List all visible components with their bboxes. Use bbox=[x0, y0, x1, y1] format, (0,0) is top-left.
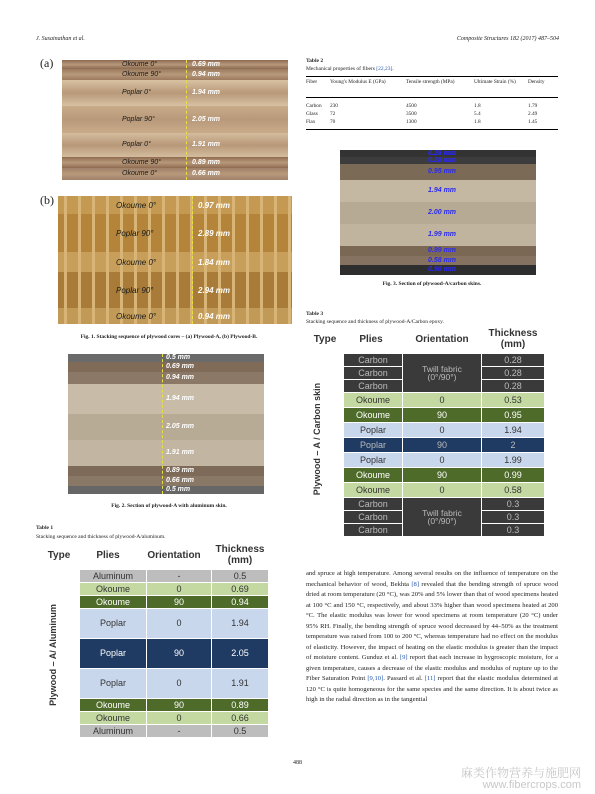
table1-orient-cell: 90 bbox=[147, 639, 211, 668]
thickness-label: 0.89 mm bbox=[192, 158, 221, 166]
thickness-label: 0.5 mm bbox=[166, 486, 191, 493]
ply-name-label: Okoume 0° bbox=[116, 201, 157, 210]
table3-thick-cell: 0.28 bbox=[482, 354, 544, 366]
ply-name-label: Okoume 0° bbox=[116, 258, 157, 267]
table3-header: Type bbox=[313, 334, 337, 345]
table3-stack bbox=[310, 328, 554, 554]
thickness-label: 0.69 mm bbox=[166, 363, 195, 370]
thickness-label: 0.66 mm bbox=[192, 170, 221, 177]
watermark-cn: 麻类作物营养与施肥网 bbox=[460, 766, 581, 780]
table1-orient-cell: - bbox=[147, 570, 211, 582]
ply-name-label: Okoume 0° bbox=[122, 60, 158, 68]
thickness-label: 0.94 mm bbox=[198, 312, 231, 321]
table3-type-label: Plywood – A / Carbon skin bbox=[312, 382, 322, 496]
ply-name-label: Poplar 90° bbox=[122, 115, 155, 123]
table2-cell: 3500 bbox=[406, 111, 417, 117]
table3-header: Plies bbox=[359, 334, 383, 345]
table2-mid-rule bbox=[306, 97, 558, 98]
table2-cell: 72 bbox=[330, 111, 336, 117]
body-paragraph: and spruce at high temperature. Among several results on the influence of temperature on the mechanical behavior of wood, Bekhta [8] revealed that the bending strength of spruce wood dried at room temperature (20 °C), was 20% and 5% lower than that of wood specimens heated at 100 °C and 150 °C, respectively, and about 33% higher than wood specimens heated at 200 °C. The elastic modulus was lower for wood specimens at room temperature (20 °C) under 95% RH. Finally, the bending strength of spruce wood decreased by 44–50% as the treatment temperature was raised from 100 to 200 °C, whereas temperature had no effect on the modulus of elasticity. However, the impact of heating on the elastic modulus is greater than the impact of moisture content. Gunduz et al. [9] report that each increase in hygroscopic moisture, for a given temperature, causes a decrease of the elastic modulus and modulus of rupture up to the Fiber Saturation Point [9,10]. Passard et al. [11] report that the elastic modulus determined at 120 °C is quite homogeneous for the same species and the same direction. It is about twice as high in the radial direction as in the tangential bbox=[306, 570, 558, 703]
thickness-label: 0.89 mm bbox=[166, 467, 195, 474]
table3-ply-cell: Okoume bbox=[344, 468, 402, 482]
ply-name-label: Okoume 90° bbox=[122, 158, 161, 166]
table3-ply-cell: Okoume bbox=[344, 393, 402, 407]
table1-ply-cell: Aluminum bbox=[80, 570, 146, 582]
table3-ply-cell: Poplar bbox=[344, 423, 402, 437]
ply-name-label: Poplar 0° bbox=[122, 89, 151, 96]
table3-orient-cell: 0 bbox=[403, 393, 481, 407]
table3-thick-cell: 0.58 bbox=[482, 483, 544, 497]
ply-name-label: Poplar 90° bbox=[116, 229, 154, 238]
table1-thick-cell: 0.5 bbox=[212, 570, 268, 582]
thickness-label: 2.05 mm bbox=[166, 423, 195, 430]
table2-title: Table 2 bbox=[306, 58, 324, 64]
thickness-label: 0.97 mm bbox=[198, 201, 231, 210]
table1-orient-cell: 90 bbox=[147, 596, 211, 608]
table3-thick-cell: 0.95 bbox=[482, 408, 544, 422]
table3-header: Orientation bbox=[415, 334, 469, 345]
watermark-url: www.fibercrops.com bbox=[482, 779, 581, 791]
thickness-label: 0.90 mm bbox=[428, 266, 457, 273]
ply-layer bbox=[58, 214, 292, 253]
table1-thick-cell: 0.89 bbox=[212, 699, 268, 711]
table2-cell: 1.8 bbox=[474, 103, 481, 109]
thickness-label: 2.00 mm bbox=[428, 209, 457, 216]
table2-cell: 2.49 bbox=[528, 111, 538, 117]
ply-layer bbox=[58, 308, 292, 324]
table2-cell: Flax bbox=[306, 119, 316, 125]
table1-thick-cell: 0.5 bbox=[212, 725, 268, 737]
table1-stack bbox=[40, 544, 280, 742]
ply-layer bbox=[58, 196, 292, 215]
ply-name-label: Okoume 0° bbox=[116, 312, 157, 321]
ply-layer bbox=[58, 252, 292, 273]
thickness-label: 0.99 mm bbox=[428, 247, 457, 254]
table3-ply-cell: Carbon bbox=[344, 367, 402, 379]
table3-orient-cell: 90 bbox=[403, 408, 481, 422]
table3-thick-cell: 0.99 bbox=[482, 468, 544, 482]
ply-name-label: Okoume 0° bbox=[122, 170, 158, 177]
table1-type-label: Plywood – A/ Aluminum bbox=[48, 604, 58, 706]
table2-cell: 1.45 bbox=[528, 119, 538, 125]
table1-ply-cell: Aluminum bbox=[80, 725, 146, 737]
table1-thick-cell: 0.94 bbox=[212, 596, 268, 608]
thickness-label: 1.99 mm bbox=[428, 231, 457, 238]
table3-orient-cell: 0 bbox=[403, 423, 481, 437]
table3-ply-cell: Okoume bbox=[344, 483, 402, 497]
table3-twill-cell: Twill fabric (0°/90°) bbox=[403, 498, 481, 536]
table1-thick-cell: 1.91 bbox=[212, 669, 268, 698]
table3-twill-cell: Twill fabric (0°/90°) bbox=[403, 354, 481, 392]
table1-ply-cell: Okoume bbox=[80, 596, 146, 608]
table3-thick-cell: 1.99 bbox=[482, 453, 544, 467]
table2-cell: 4500 bbox=[406, 103, 417, 109]
panel-label-b: (b) bbox=[40, 193, 54, 207]
table2-cell: 70 bbox=[330, 119, 336, 125]
table2-cell: 1300 bbox=[406, 119, 417, 125]
table1-orient-cell: 90 bbox=[147, 699, 211, 711]
ply-layer bbox=[62, 69, 288, 80]
table1-ply-cell: Okoume bbox=[80, 699, 146, 711]
table3-title: Table 3 bbox=[306, 311, 324, 317]
table1-orient-cell: 0 bbox=[147, 609, 211, 638]
table2-cell: 5.4 bbox=[474, 111, 481, 117]
table2-header-cell: Ultimate Strain (%) bbox=[474, 79, 516, 85]
table3-thick-cell: 0.28 bbox=[482, 380, 544, 392]
fig2-caption: Fig. 2. Section of plywood-A with aluminum skin. bbox=[111, 503, 227, 509]
table3-ply-cell: Carbon bbox=[344, 498, 402, 510]
thickness-label: 0.5 mm bbox=[166, 354, 191, 361]
table2-header-cell: Tensile strength (MPa) bbox=[406, 79, 455, 85]
thickness-label: 2.94 mm bbox=[198, 286, 231, 295]
table1-ply-cell: Okoume bbox=[80, 583, 146, 595]
running-header-authors: J. Susainathan et al. bbox=[36, 36, 85, 42]
table1-thick-cell: 2.05 bbox=[212, 639, 268, 668]
table1-header: Type bbox=[47, 550, 71, 561]
thickness-label: 0.28 mm bbox=[428, 156, 457, 164]
ply-layer bbox=[58, 272, 292, 309]
thickness-label: 2.89 mm bbox=[198, 229, 231, 238]
thickness-label: 1.91 mm bbox=[192, 141, 221, 148]
table3-ply-cell: Okoume bbox=[344, 408, 402, 422]
table2-subtitle: Mechanical properties of fibers [22,23]. bbox=[306, 66, 394, 72]
table3-thick-cell: 2 bbox=[482, 438, 544, 452]
fig1b-micrograph bbox=[58, 196, 292, 324]
measure-line bbox=[162, 354, 163, 494]
table3-orient-cell: 0 bbox=[403, 453, 481, 467]
table3-orient-cell: 90 bbox=[403, 468, 481, 482]
table1-orient-cell: 0 bbox=[147, 583, 211, 595]
table1-header: Thickness (mm) bbox=[215, 544, 265, 566]
table3-subtitle: Stacking sequence and thickness of plywood-A/Carbon epoxy. bbox=[306, 319, 444, 325]
table3-thick-cell: 0.3 bbox=[482, 511, 544, 523]
table2-bottom-rule bbox=[306, 129, 558, 130]
table2-header-cell: Fiber bbox=[306, 79, 318, 85]
thickness-label: 1.94 mm bbox=[428, 187, 457, 194]
table3-ply-cell: Carbon bbox=[344, 380, 402, 392]
thickness-label: 0.94 mm bbox=[192, 70, 221, 78]
thickness-label: 0.58 mm bbox=[428, 256, 457, 264]
ply-name-label: Okoume 90° bbox=[122, 70, 161, 78]
table1-ply-cell: Poplar bbox=[80, 669, 146, 698]
table1-orient-cell: 0 bbox=[147, 712, 211, 724]
ply-layer bbox=[62, 133, 288, 157]
table2-cell: Glass bbox=[306, 111, 318, 117]
table3-orient-cell: 90 bbox=[403, 438, 481, 452]
table3-thick-cell: 0.3 bbox=[482, 498, 544, 510]
table1-header: Orientation bbox=[147, 550, 201, 561]
thickness-label: 1.94 mm bbox=[192, 89, 221, 96]
fig1-caption: Fig. 1. Stacking sequence of plywood cores – (a) Plywood-A, (b) Plywood-B. bbox=[80, 334, 258, 340]
thickness-label: 1.84 mm bbox=[198, 258, 231, 267]
table2-header-cell: Young's Modulus E (GPa) bbox=[330, 79, 386, 85]
ply-name-label: Poplar 0° bbox=[122, 141, 151, 148]
table1-thick-cell: 0.66 bbox=[212, 712, 268, 724]
thickness-label: 0.94 mm bbox=[166, 374, 195, 381]
ply-layer bbox=[62, 106, 288, 133]
table1-subtitle: Stacking sequence and thickness of plywood-A/aluminum. bbox=[36, 534, 166, 540]
table2 bbox=[306, 79, 558, 139]
thickness-label: 0.28 mm bbox=[428, 150, 457, 157]
table1-ply-cell: Poplar bbox=[80, 639, 146, 668]
thickness-label: 2.05 mm bbox=[192, 115, 221, 123]
table3-thick-cell: 1.94 bbox=[482, 423, 544, 437]
fig3-caption: Fig. 3. Section of plywood-A/carbon skins. bbox=[382, 281, 482, 287]
running-header-journal: Composite Structures 182 (2017) 487–504 bbox=[456, 36, 559, 42]
table1-ply-cell: Poplar bbox=[80, 609, 146, 638]
table3-header: Thickness (mm) bbox=[488, 328, 538, 350]
fig3-micrograph bbox=[340, 150, 536, 275]
thickness-label: 0.66 mm bbox=[166, 477, 195, 484]
table2-cell: Carbon bbox=[306, 103, 322, 109]
table3-ply-cell: Poplar bbox=[344, 453, 402, 467]
thickness-label: 1.94 mm bbox=[166, 395, 195, 402]
table2-cell: 230 bbox=[330, 103, 338, 109]
table3-ply-cell: Carbon bbox=[344, 511, 402, 523]
table1-thick-cell: 0.69 bbox=[212, 583, 268, 595]
table3-thick-cell: 0.3 bbox=[482, 524, 544, 536]
table1-ply-cell: Okoume bbox=[80, 712, 146, 724]
table3-thick-cell: 0.53 bbox=[482, 393, 544, 407]
table1-header: Plies bbox=[96, 550, 120, 561]
table3-ply-cell: Carbon bbox=[344, 354, 402, 366]
table2-top-rule bbox=[306, 76, 558, 77]
table1-title: Table 1 bbox=[36, 525, 54, 531]
table3-orient-cell: 0 bbox=[403, 483, 481, 497]
table1-orient-cell: - bbox=[147, 725, 211, 737]
ply-layer bbox=[62, 80, 288, 106]
ply-layer bbox=[62, 157, 288, 168]
table3-thick-cell: 0.28 bbox=[482, 367, 544, 379]
table1-orient-cell: 0 bbox=[147, 669, 211, 698]
thickness-label: 0.95 mm bbox=[428, 168, 457, 175]
measure-line bbox=[192, 196, 193, 324]
fig2-micrograph bbox=[68, 354, 264, 494]
measure-line bbox=[186, 60, 187, 180]
page-number: 488 bbox=[293, 760, 302, 766]
ply-layer bbox=[62, 60, 288, 69]
table3-ply-cell: Poplar bbox=[344, 438, 402, 452]
table2-header-cell: Density bbox=[528, 79, 545, 85]
thickness-label: 1.91 mm bbox=[166, 449, 195, 456]
panel-label-a: (a) bbox=[40, 56, 54, 70]
table2-cell: 1.8 bbox=[474, 119, 481, 125]
table2-cell: 1.79 bbox=[528, 103, 538, 109]
thickness-label: 0.69 mm bbox=[192, 60, 221, 68]
table3-ply-cell: Carbon bbox=[344, 524, 402, 536]
ply-layer bbox=[62, 168, 288, 180]
table1-thick-cell: 1.94 bbox=[212, 609, 268, 638]
ply-name-label: Poplar 90° bbox=[116, 286, 154, 295]
fig1a-micrograph bbox=[62, 60, 288, 180]
